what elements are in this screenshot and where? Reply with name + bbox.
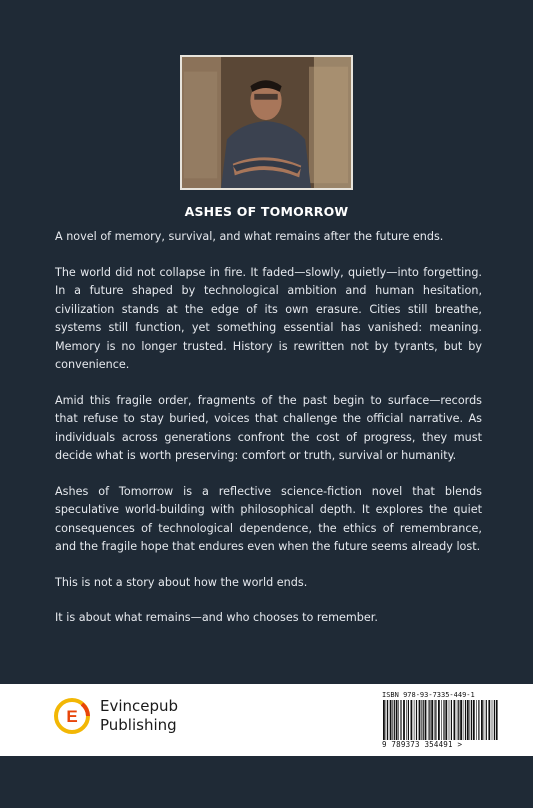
- barcode-bar: [387, 700, 388, 740]
- publisher-name-line2: Publishing: [100, 716, 177, 734]
- barcode-bar: [488, 700, 490, 740]
- barcode-bar: [396, 700, 398, 740]
- isbn-text: ISBN 978-93-7335-449-1: [382, 691, 475, 699]
- barcode-bar: [421, 700, 422, 740]
- barcode-bar: [463, 700, 464, 740]
- barcode-bar: [484, 700, 485, 740]
- barcode-bar: [429, 700, 430, 740]
- barcode-bar: [451, 700, 452, 740]
- barcode-bar: [431, 700, 433, 740]
- author-photo-image: [182, 57, 351, 188]
- barcode-bar: [454, 700, 456, 740]
- barcode-bar: [398, 700, 399, 740]
- barcode: [382, 690, 502, 750]
- description-paragraph: Amid this fragile order, fragments of the past begin to surface—records that refuse to stay buried, voices that challenge the official narrative. As individuals across generations confront the cost of progress, they must decide what is worth preserving: comfort or truth, survival or humanity.: [55, 393, 482, 462]
- barcode-bar: [492, 700, 493, 740]
- barcode-bar: [449, 700, 450, 740]
- barcode-digits: 9 789373 354491 >: [382, 740, 463, 749]
- barcode-bar: [411, 700, 413, 740]
- barcode-bar: [496, 700, 498, 740]
- logo-letter: E: [66, 707, 78, 726]
- barcode-bar: [394, 700, 395, 740]
- barcode-bar: [473, 700, 475, 740]
- publisher-name: [100, 697, 178, 735]
- barcode-bar: [465, 700, 466, 740]
- barcode-bar: [390, 700, 392, 740]
- closing-line: It is about what remains—and who chooses to remember.: [55, 611, 378, 624]
- barcode-bar: [445, 700, 447, 740]
- description-paragraph: Ashes of Tomorrow is a reflective science-fiction novel that blends speculative world-building with philosophical depth. It explores the quiet consequences of technological dependence, the ethics of remembrance, and the fragile hope that endures even when the future seems already lost.: [55, 484, 482, 553]
- barcode-bar: [438, 700, 440, 740]
- barcode-bar: [428, 700, 429, 740]
- barcode-bar: [423, 700, 424, 740]
- barcode-bar: [408, 700, 409, 740]
- author-photo: [180, 55, 353, 190]
- book-title: ASHES OF TOMORROW: [184, 204, 349, 219]
- barcode-bar: [486, 700, 487, 740]
- barcode-bar: [383, 700, 385, 740]
- barcode-bar: [400, 700, 401, 740]
- barcode-bar: [467, 700, 469, 740]
- barcode-bar: [419, 700, 421, 740]
- barcode-bar: [441, 700, 442, 740]
- barcode-bar: [458, 700, 459, 740]
- tagline-paragraph: A novel of memory, survival, and what remains after the future ends.: [55, 230, 444, 243]
- book-description: [55, 228, 482, 645]
- barcode-bar: [481, 700, 483, 740]
- barcode-bar: [392, 700, 393, 740]
- barcode-bar: [494, 700, 495, 740]
- barcode-bar: [403, 700, 405, 740]
- closing-line: This is not a story about how the world ends.: [55, 575, 308, 589]
- barcode-bar: [476, 700, 477, 740]
- description-paragraph: The world did not collapse in fire. It faded—slowly, quietly—into forgetting. In a future shaped by technological ambition and human hesitation, civilization stands at the edge of its own erasure. Cities still breathe, systems still function, yet something essential has vanished: meaning. Memory is no longer trusted. History is rewritten not by tyrants, but by convenience.: [55, 265, 482, 371]
- barcode-bars: [382, 700, 500, 740]
- barcode-bar: [386, 700, 387, 740]
- barcode-bar: [425, 700, 427, 740]
- barcode-bar: [435, 700, 436, 740]
- publisher-footer: [0, 684, 533, 756]
- publisher-logo-icon: [52, 696, 92, 736]
- barcode-bar: [414, 700, 415, 740]
- barcode-bar: [457, 700, 458, 740]
- publisher-name-line1: Evincepub: [100, 697, 179, 715]
- barcode-bar: [460, 700, 462, 740]
- barcode-bar: [470, 700, 471, 740]
- barcode-bar: [478, 700, 479, 740]
- barcode-bar: [434, 700, 435, 740]
- barcode-bar: [471, 700, 472, 740]
- barcode-bar: [443, 700, 444, 740]
- barcode-bar: [406, 700, 407, 740]
- barcode-bar: [416, 700, 417, 740]
